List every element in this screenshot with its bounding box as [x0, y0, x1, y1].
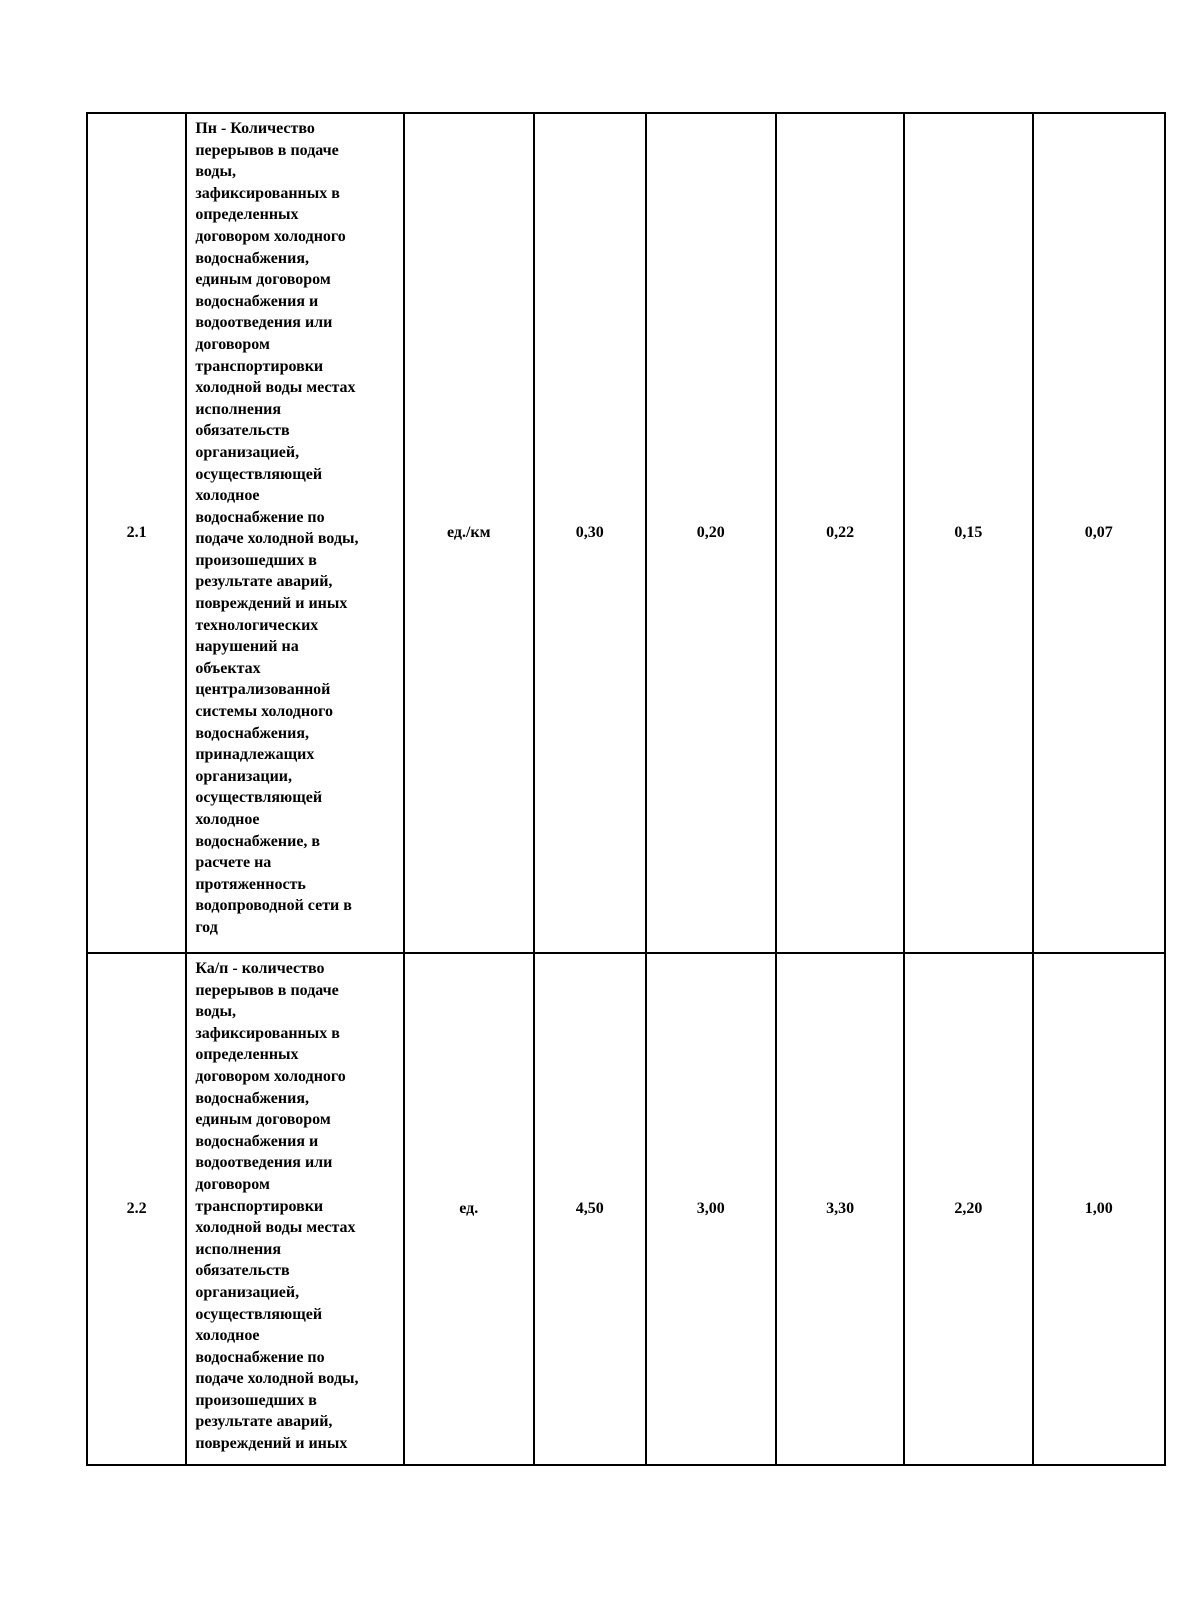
- description-line: перерывов в подаче: [195, 981, 339, 999]
- description-line: осуществляющей: [195, 789, 323, 807]
- description-line: транспортировки: [195, 1197, 324, 1215]
- row-number: 2.1: [87, 113, 186, 953]
- description-line: договором холодного: [195, 227, 346, 245]
- description-line: холодной воды местах: [195, 379, 356, 397]
- description-line: исполнения: [195, 1240, 282, 1258]
- row-description: [186, 113, 403, 953]
- description-line: нарушений на: [195, 638, 299, 656]
- description-line: объектах: [195, 659, 261, 677]
- description-line: транспортировки: [195, 357, 324, 375]
- description-line: холодной воды местах: [195, 1219, 356, 1237]
- description-line: осуществляющей: [195, 1305, 323, 1323]
- description-line: год: [195, 918, 218, 936]
- value-cell: 1,00: [1033, 953, 1165, 1465]
- row-unit: ед.: [404, 953, 534, 1465]
- value-cell: 0,30: [534, 113, 646, 953]
- description-line: водоснабжение по: [195, 508, 325, 526]
- table-row: [87, 953, 1165, 1465]
- description-line: зафиксированных в: [195, 184, 340, 202]
- description-line: водоснабжения,: [195, 724, 309, 742]
- indicators-table: [86, 112, 1166, 1466]
- description-line: водоотведения или: [195, 314, 333, 332]
- value-cell: 0,15: [904, 113, 1032, 953]
- description-line: повреждений и иных: [195, 595, 348, 613]
- description-line: водопроводной сети в: [195, 897, 352, 915]
- description-line: произошедших в: [195, 551, 317, 569]
- description-line: водоснабжения,: [195, 1089, 309, 1107]
- table-row: [87, 113, 1165, 953]
- description-line: единым договором: [195, 1111, 331, 1129]
- description-line: Пн - Количество: [195, 120, 315, 137]
- value-cell: 0,22: [776, 113, 904, 953]
- description-line: результате аварий,: [195, 573, 333, 591]
- description-line: обязательств: [195, 1262, 290, 1280]
- description-line: определенных: [195, 206, 299, 224]
- description-line: определенных: [195, 1046, 299, 1064]
- description-line: протяженность: [195, 875, 306, 893]
- description-line: водоснабжения и: [195, 292, 319, 310]
- description-line: Ка/п - количество: [195, 960, 325, 977]
- description-line: зафиксированных в: [195, 1024, 340, 1042]
- description-line: холодное: [195, 487, 260, 505]
- value-cell: 4,50: [534, 953, 646, 1465]
- description-line: воды,: [195, 163, 236, 181]
- description-line: водоснабжения,: [195, 249, 309, 267]
- value-cell: 0,20: [646, 113, 776, 953]
- description-line: водоснабжения и: [195, 1132, 319, 1150]
- description-line: холодное: [195, 1327, 260, 1345]
- description-line: водоснабжение, в: [195, 832, 321, 850]
- description-line: системы холодного: [195, 703, 333, 721]
- description-line: организацией,: [195, 1283, 300, 1301]
- value-cell: 2,20: [904, 953, 1032, 1465]
- description-line: исполнения: [195, 400, 282, 418]
- description-line: водоотведения или: [195, 1154, 333, 1172]
- value-cell: 0,07: [1033, 113, 1165, 953]
- description-line: перерывов в подаче: [195, 141, 339, 159]
- description-line: договором: [195, 1175, 270, 1193]
- description-line: единым договором: [195, 271, 331, 289]
- description-line: договором холодного: [195, 1067, 346, 1085]
- description-line: холодное: [195, 811, 260, 828]
- row-number: 2.2: [87, 953, 186, 1465]
- description-line: расчете на: [195, 854, 272, 872]
- description-line: результате аварий,: [195, 1413, 333, 1431]
- description-line: технологических: [195, 616, 319, 634]
- description-line: воды,: [195, 1003, 236, 1021]
- description-line: договором: [195, 335, 270, 353]
- description-line: организации,: [195, 767, 292, 785]
- value-cell: 3,00: [646, 953, 776, 1465]
- description-line: подаче холодной воды,: [195, 1370, 359, 1388]
- row-description: [186, 953, 403, 1465]
- description-line: повреждений и иных: [195, 1435, 348, 1453]
- row-unit: ед./км: [404, 113, 534, 953]
- description-line: принадлежащих: [195, 746, 315, 764]
- description-line: подаче холодной воды,: [195, 530, 359, 548]
- description-line: организацией,: [195, 443, 300, 461]
- description-line: произошедших в: [195, 1391, 317, 1409]
- description-line: централизованной: [195, 681, 331, 699]
- description-line: обязательств: [195, 422, 290, 440]
- description-line: водоснабжение по: [195, 1348, 325, 1366]
- description-line: осуществляющей: [195, 465, 323, 483]
- value-cell: 3,30: [776, 953, 904, 1465]
